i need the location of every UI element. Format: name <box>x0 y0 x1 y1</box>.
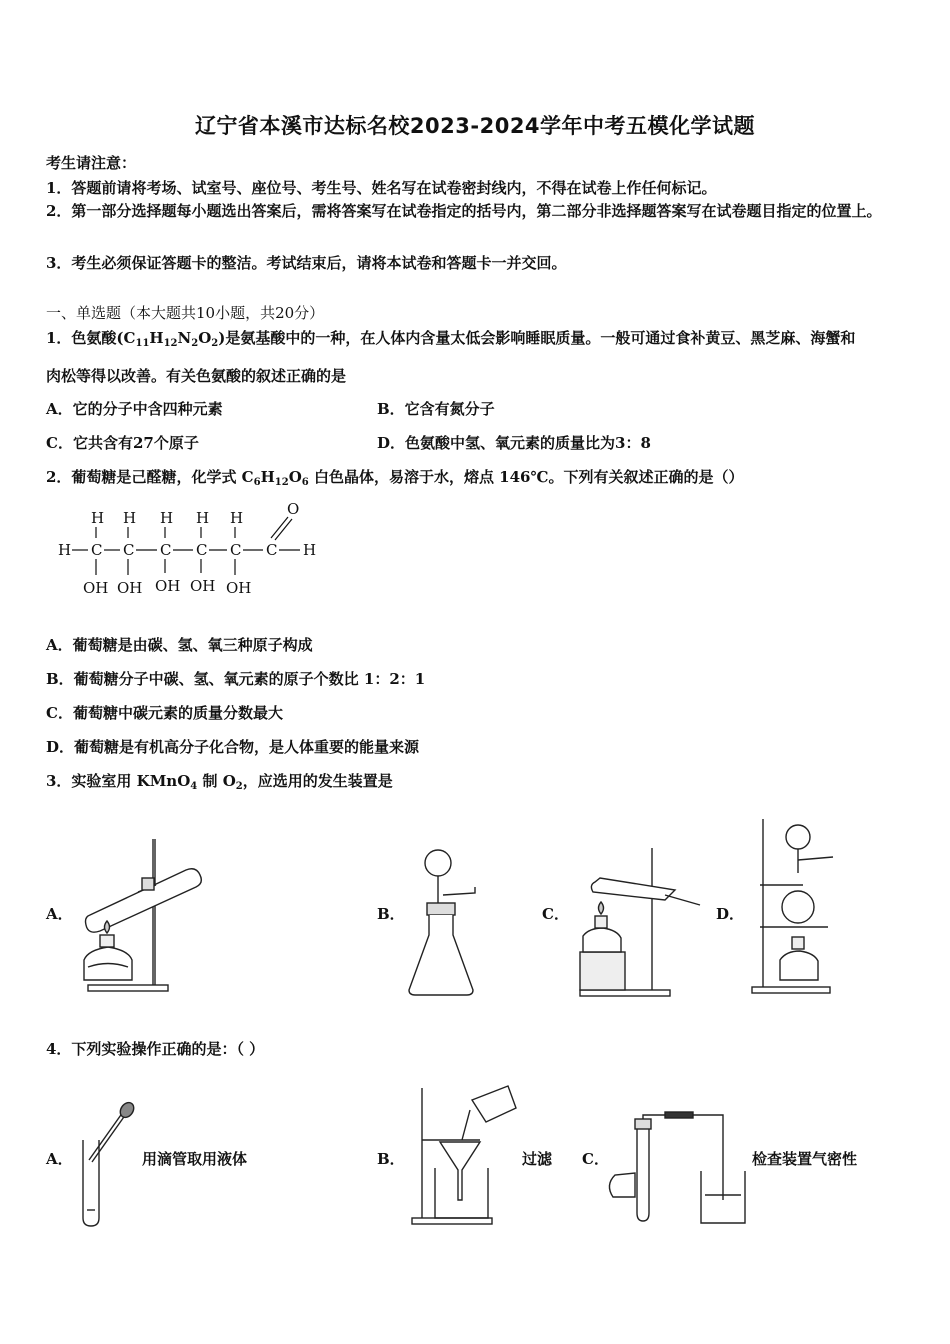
q3-stem: 3．实验室用 KMnO$_4$ 制 $O_2$，应选用的发生装置是 <box>46 772 393 792</box>
q1-option-b[interactable]: B．它含有氮分子 <box>377 400 495 418</box>
section-heading: 一、单选题（本大题共10小题，共20分） <box>46 304 325 322</box>
q1-option-c[interactable]: C．它共含有27个原子 <box>46 434 199 452</box>
carbon-5: C <box>230 541 242 559</box>
oh-2: OH <box>117 579 143 597</box>
q4-label-b[interactable]: B． <box>377 1150 405 1168</box>
q1-option-d[interactable]: D．色氨酸中氢、氧元素的质量比为3：8 <box>377 434 651 452</box>
oh-3: OH <box>155 577 181 595</box>
glucose-structure <box>50 495 330 605</box>
h-top-1: H <box>91 509 105 527</box>
apparatus-c-illustration <box>575 840 710 1000</box>
h-top-5: H <box>230 509 244 527</box>
h-top-2: H <box>123 509 137 527</box>
carbon-3: C <box>160 541 172 559</box>
q1-option-a[interactable]: A．它的分子中含四种元素 <box>46 400 223 418</box>
oh-5: OH <box>226 579 252 597</box>
q4-caption-c: 检查装置气密性 <box>752 1150 858 1168</box>
carbon-4: C <box>196 541 208 559</box>
carbonyl-oxygen: O <box>287 500 300 518</box>
q4-label-a[interactable]: A． <box>46 1150 73 1168</box>
q1-stem-line2: 肉松等得以改善。有关色氨酸的叙述正确的是 <box>46 367 347 385</box>
q2-stem: 2．葡萄糖是己醛糖，化学式 $C_6H_{12}O_6$ 白色晶体，易溶于水，熔点 146℃。下列有关叙述正确的是（） <box>46 468 744 488</box>
q2-option-b[interactable]: B．葡萄糖分子中碳、氢、氧元素的原子个数比 1：2：1 <box>46 670 426 688</box>
apparatus-d-illustration <box>748 815 843 1000</box>
notice-item-1: 1．答题前请将考场、试室号、座位号、考生号、姓名写在试卷密封线内，不得在试卷上作任何标记。 <box>46 179 717 197</box>
oh-4: OH <box>190 577 216 595</box>
carbon-6: C <box>266 541 278 559</box>
carbon-1: C <box>91 541 103 559</box>
q4-caption-a: 用滴管取用液体 <box>142 1150 248 1168</box>
h-right: H <box>303 541 317 559</box>
apparatus-a-illustration <box>78 835 208 995</box>
q2-option-d[interactable]: D．葡萄糖是有机高分子化合物，是人体重要的能量来源 <box>46 738 420 756</box>
q3-label-d[interactable]: D． <box>716 905 745 923</box>
q2-option-c[interactable]: C．葡萄糖中碳元素的质量分数最大 <box>46 704 283 722</box>
notice-item-3: 3．考生必须保证答题卡的整洁。考试结束后，请将本试卷和答题卡一并交回。 <box>46 254 567 272</box>
q4-caption-b: 过滤 <box>522 1150 553 1168</box>
q1-stem-line1: 1．色氨酸$(C_{11}H_{12}N_2O_2)$是氨基酸中的一种，在人体内含量太低会影响睡眠质量。一般可通过食补黄豆、黑芝麻、海蟹和 <box>46 329 856 349</box>
oh-1: OH <box>83 579 109 597</box>
airtightness-illustration <box>605 1115 755 1230</box>
h-left: H <box>58 541 72 559</box>
dropper-illustration <box>75 1100 145 1230</box>
h-top-3: H <box>160 509 174 527</box>
carbon-2: C <box>123 541 135 559</box>
page-title: 辽宁省本溪市达标名校2023-2024学年中考五模化学试题 <box>194 114 756 138</box>
apparatus-b-illustration <box>405 845 505 1000</box>
q3-label-a[interactable]: A． <box>46 905 73 923</box>
notice-item-2: 2．第一部分选择题每小题选出答案后，需将答案写在试卷指定的括号内，第二部分非选择题答案写在试卷题目指定的位置上。 <box>46 202 882 220</box>
q2-option-a[interactable]: A．葡萄糖是由碳、氢、氧三种原子构成 <box>46 636 313 654</box>
q4-label-c[interactable]: C． <box>582 1150 609 1168</box>
q4-stem: 4．下列实验操作正确的是：（ ） <box>46 1040 265 1058</box>
filtration-illustration <box>410 1080 520 1230</box>
q3-label-b[interactable]: B． <box>377 905 405 923</box>
h-top-4: H <box>196 509 210 527</box>
q3-label-c[interactable]: C． <box>542 905 569 923</box>
notice-heading: 考生请注意： <box>46 154 137 172</box>
